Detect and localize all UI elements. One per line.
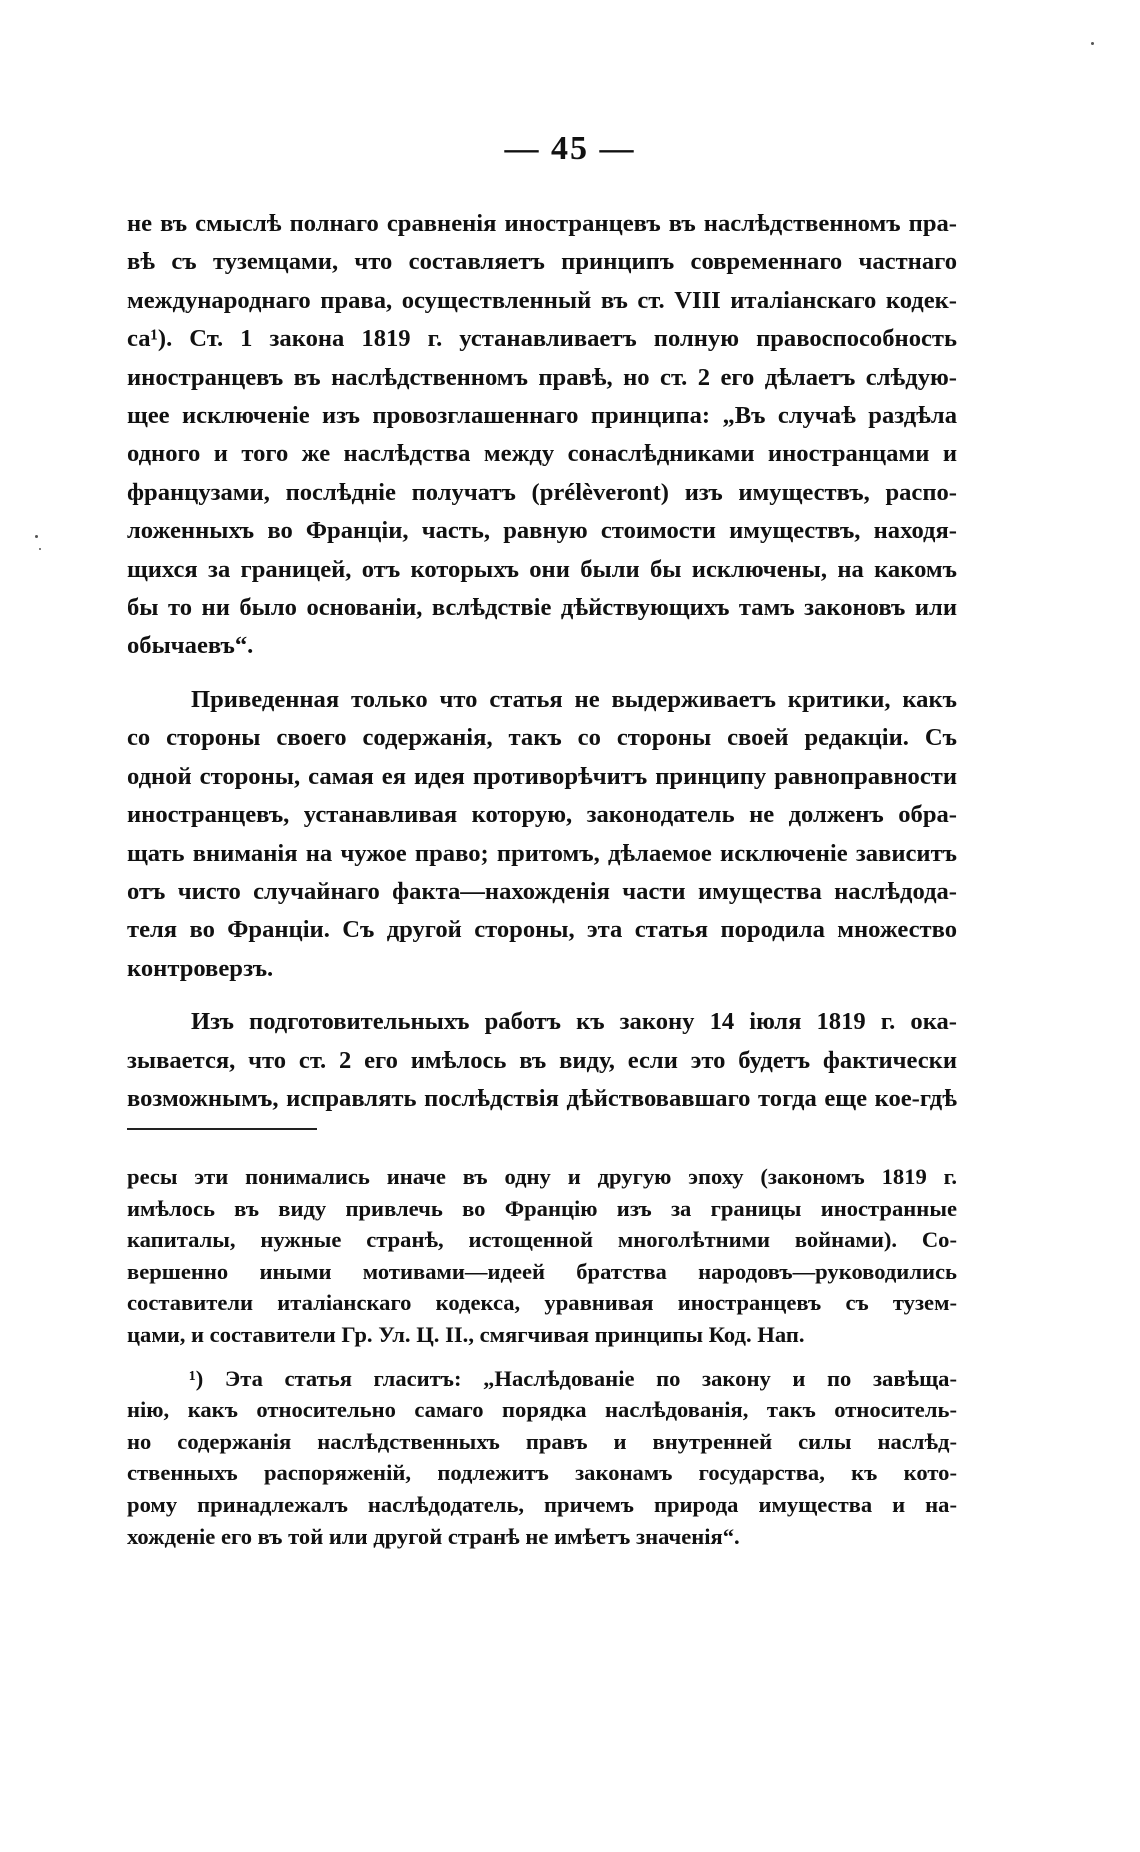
footnote-separator xyxy=(127,1128,317,1130)
scan-speck xyxy=(1091,42,1094,45)
text-line: ложенныхъ во Франціи, часть, равную стоимости имуществъ, находя- xyxy=(127,517,957,545)
footnote-1 xyxy=(127,1363,957,1553)
footnotes xyxy=(127,1161,957,1552)
footnote-line: составители италіанскаго кодекса, уравнивая иностранцевъ съ тузем- xyxy=(127,1290,957,1316)
footnote-line: хожденіе его въ той или другой странѣ не имѣетъ значенія“. xyxy=(127,1523,740,1549)
scan-speck xyxy=(39,548,41,550)
page-number: — 45 — xyxy=(504,130,636,167)
text-line: международнаго права, осуществленный въ ст. VIII италіанскаго кодек- xyxy=(127,286,957,314)
paragraph-gap xyxy=(127,988,957,1003)
text-line: бы то ни было основаніи, вслѣдствіе дѣйствующихъ тамъ законовъ или xyxy=(127,594,957,622)
text-line: возможнымъ, исправлять послѣдствія дѣйствовавшаго тогда еще кое-гдѣ xyxy=(127,1084,957,1112)
scan-speck xyxy=(35,535,38,538)
text-line: французами, послѣдніе получатъ (prélèveront) изъ имуществъ, распо- xyxy=(127,478,957,506)
paragraph-gap xyxy=(127,666,957,681)
text-line: теля во Франціи. Съ другой стороны, эта статья породила множество xyxy=(127,916,957,944)
text-line: щее исключеніе изъ провозглашеннаго принципа: „Въ случаѣ раздѣла xyxy=(127,402,957,430)
paragraph-2 xyxy=(127,681,957,988)
main-text xyxy=(127,205,957,1118)
footnote-line: цами, и составители Гр. Ул. Ц. II., смягчивая принципы Код. Нап. xyxy=(127,1321,805,1347)
text-line: зывается, что ст. 2 его имѣлось въ виду, если это будетъ фактически xyxy=(127,1046,957,1074)
footnote-line: ресы эти понимались иначе въ одну и другую эпоху (закономъ 1819 г. xyxy=(127,1164,957,1189)
footnote-line: имѣлось въ виду привлечь во Францію изъ за границы иностранные xyxy=(127,1195,957,1221)
footnote-gap xyxy=(127,1351,957,1363)
footnote-line: но содержанія наслѣдственныхъ правъ и внутренней силы наслѣд- xyxy=(127,1428,957,1454)
text-line: одной стороны, самая ея идея противорѣчитъ принципу равноправности xyxy=(127,762,957,790)
footnote-continuation xyxy=(127,1161,957,1351)
text-line: Изъ подготовительныхъ работъ къ закону 14 іюля 1819 г. ока- xyxy=(191,1008,957,1036)
text-line: одного и того же наслѣдства между сонаслѣдниками иностранцами и xyxy=(127,440,957,468)
footnote-line: ственныхъ распоряженій, подлежитъ законамъ государства, къ кото- xyxy=(127,1460,957,1486)
text-line: Приведенная только что статья не выдерживаетъ критики, какъ xyxy=(191,685,957,713)
footnote-line: нію, какъ относительно самаго порядка наслѣдованія, такъ относитель- xyxy=(127,1397,957,1423)
text-line: иностранцевъ, устанавливая которую, законодатель не долженъ обра- xyxy=(127,801,957,829)
paragraph-3 xyxy=(127,1003,957,1118)
text-line: обычаевъ“. xyxy=(127,632,254,660)
text-line: вѣ съ туземцами, что составляетъ принципъ современнаго частнаго xyxy=(127,248,957,276)
footnote-line: рому принадлежалъ наслѣдодатель, причемъ природа имущества и на- xyxy=(127,1491,957,1517)
text-line: щихся за границей, отъ которыхъ они были бы исключены, на какомъ xyxy=(127,555,957,583)
text-line: са¹). Ст. 1 закона 1819 г. устанавливаетъ полную правоспособность xyxy=(127,325,957,353)
text-line: щать вниманія на чужое право; притомъ, дѣлаемое исключеніе зависитъ xyxy=(127,839,957,867)
footnote-line: ¹) Эта статья гласитъ: „Наслѣдованіе по закону и по завѣща- xyxy=(189,1365,957,1391)
text-line: не въ смыслѣ полнаго сравненія иностранцевъ въ наслѣдственномъ пра- xyxy=(127,210,957,237)
footnote-line: капиталы, нужные странѣ, истощенной многолѣтними войнами). Со- xyxy=(127,1227,957,1253)
paragraph-1 xyxy=(127,205,957,666)
text-line: отъ чисто случайнаго факта—нахожденія части имущества наслѣдода- xyxy=(127,877,957,905)
text-line: иностранцевъ въ наслѣдственномъ правѣ, но ст. 2 его дѣлаетъ слѣдую- xyxy=(127,363,957,391)
text-line: со стороны своего содержанія, такъ со стороны своей редакціи. Съ xyxy=(127,724,957,752)
text-line: контроверзъ. xyxy=(127,954,274,982)
footnote-line: вершенно иными мотивами—идеей братства народовъ—руководились xyxy=(127,1258,957,1284)
